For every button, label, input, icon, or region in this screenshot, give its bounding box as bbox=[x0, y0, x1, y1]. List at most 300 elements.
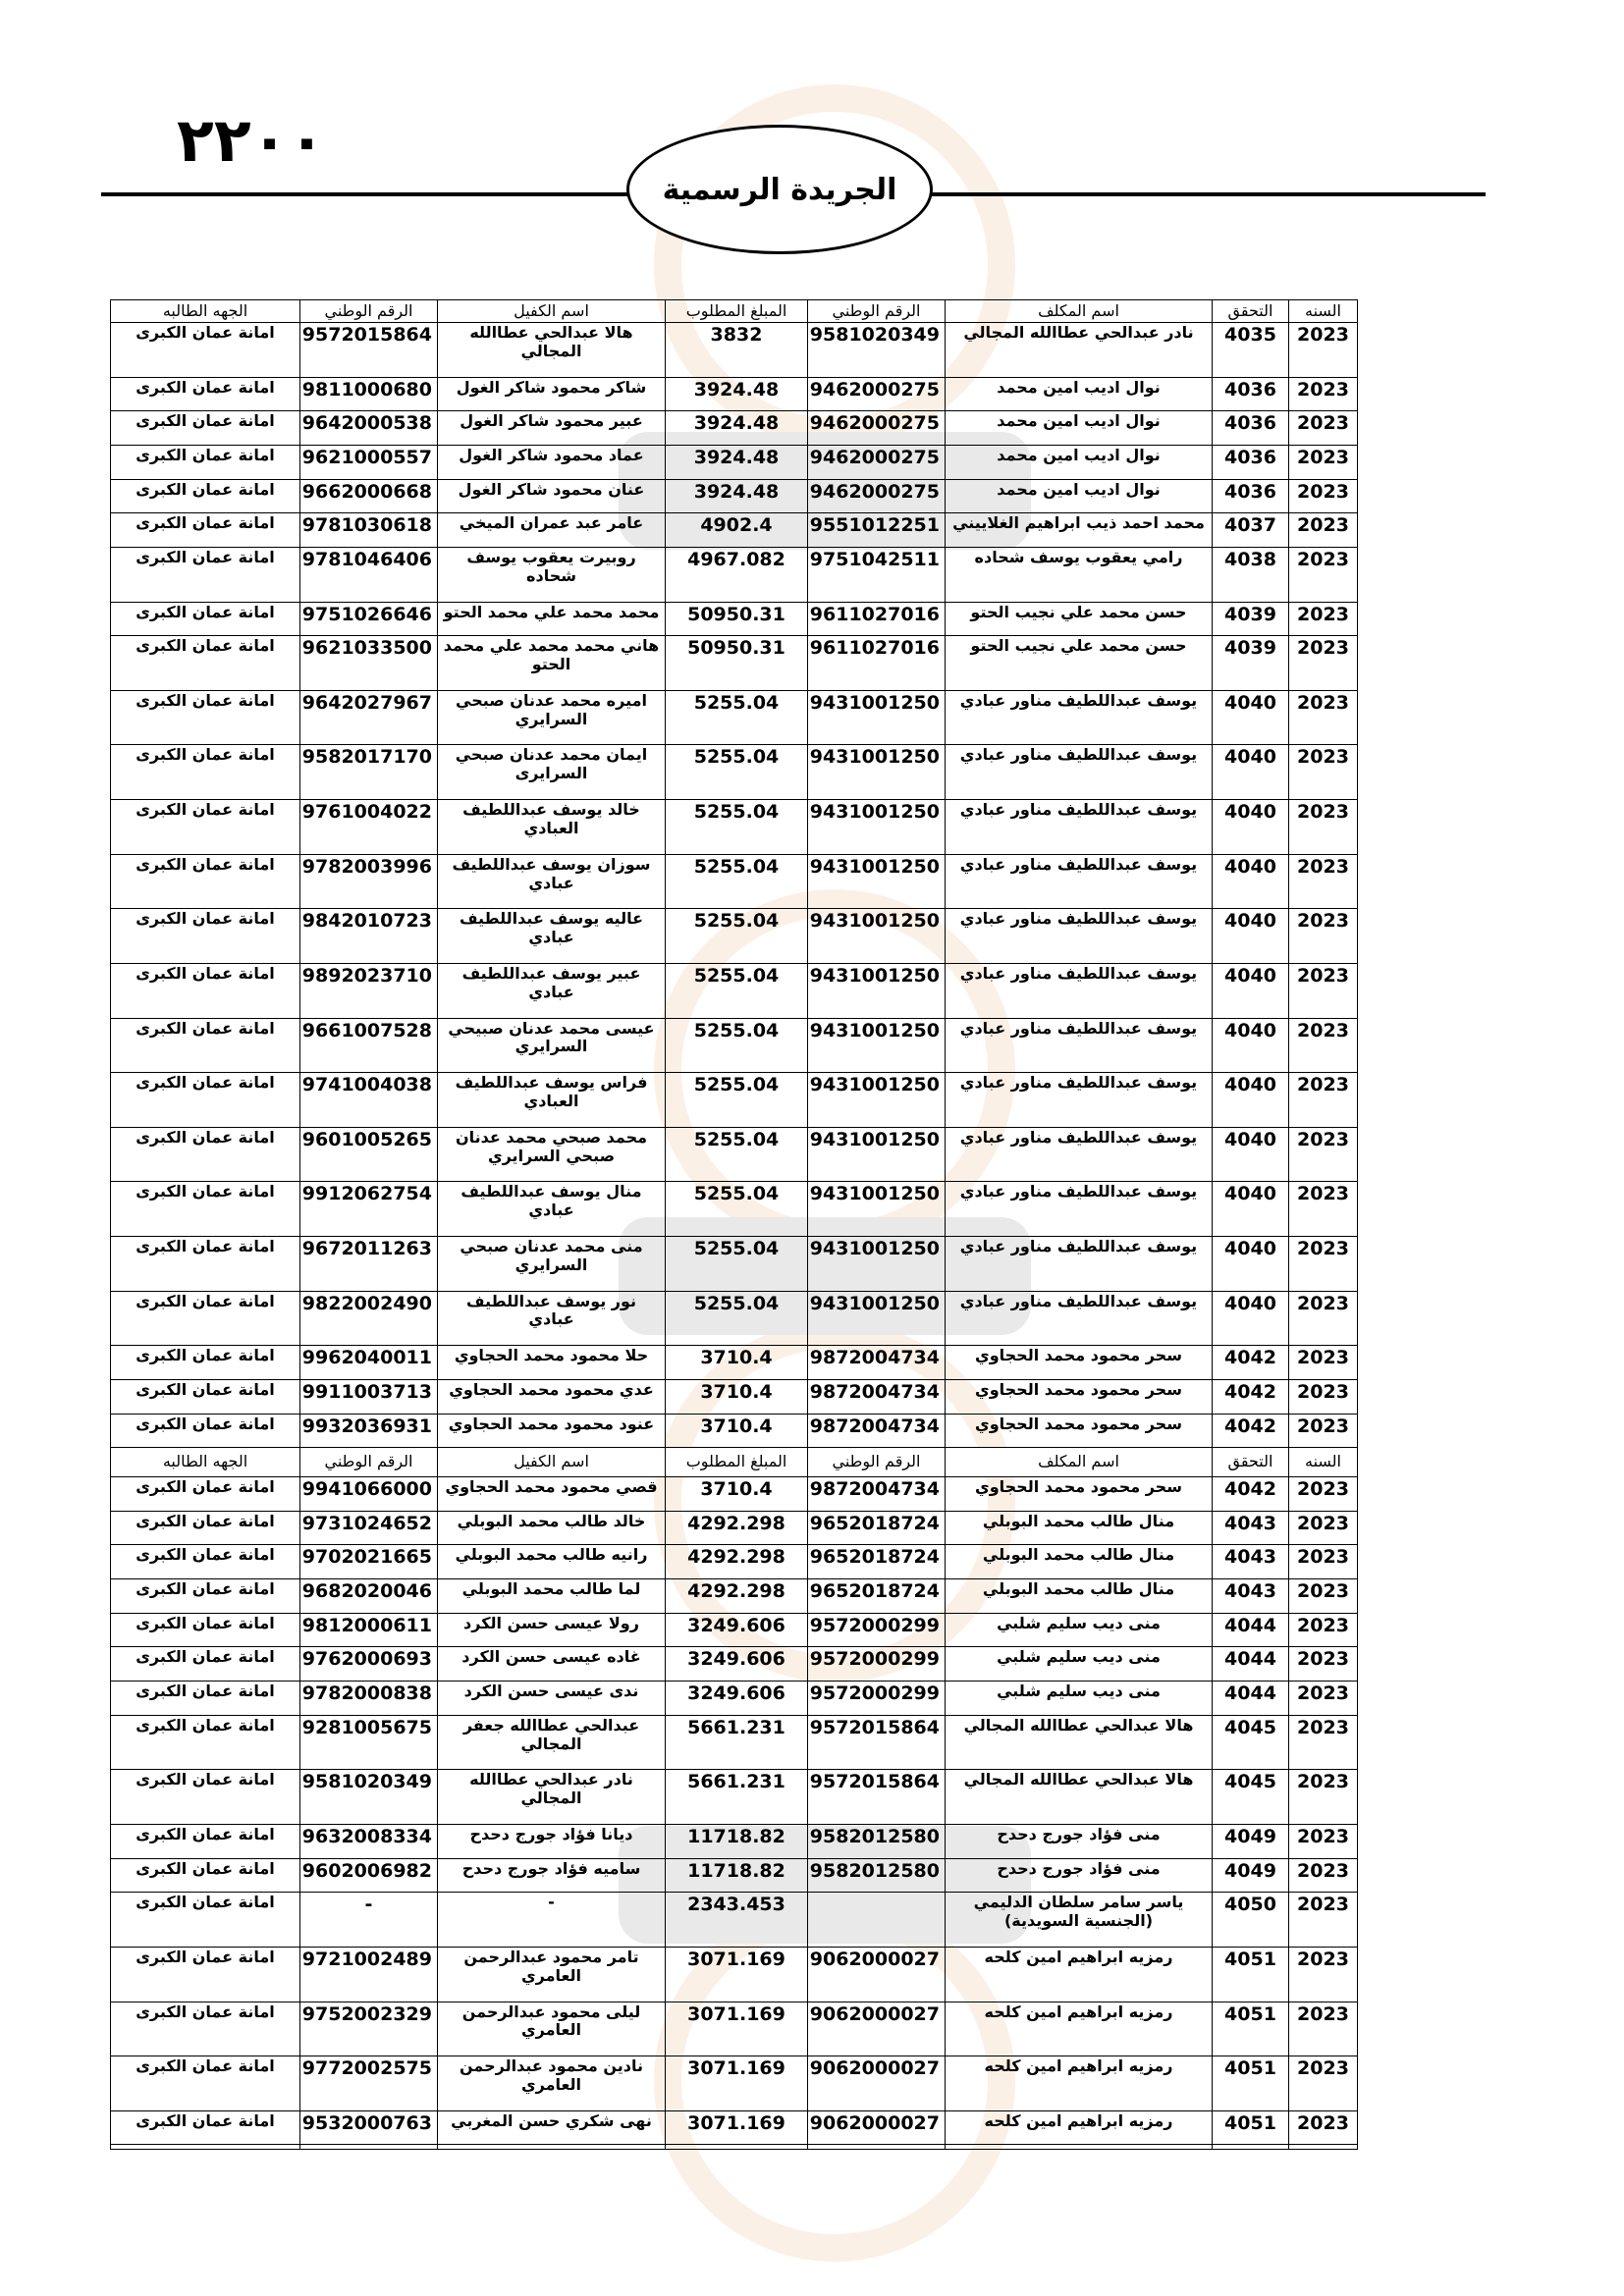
repeat-header-cell: الجهه الطالبه bbox=[111, 1448, 300, 1477]
cell-guarantor-name: فراس يوسف عبداللطيف العبادي bbox=[438, 1073, 666, 1128]
cell-debtor-id: 9462000275 bbox=[808, 445, 946, 479]
cell-debtor-id: 9582012580 bbox=[808, 1858, 946, 1893]
table-row bbox=[111, 1545, 1358, 1579]
cell-guarantor-name: نهى شكري حسن المغربي bbox=[438, 2110, 666, 2145]
cell-authority: امانة عمان الكبرى bbox=[111, 854, 300, 909]
cell-guarantor-name: محمد محمد علي محمد الحتو bbox=[438, 602, 666, 636]
cell-year: 2023 bbox=[1289, 602, 1358, 636]
cell-debtor-name: رمزيه ابراهيم امين كلحه bbox=[946, 2056, 1213, 2111]
cell-amount: 5255.04 bbox=[666, 1236, 808, 1291]
cell-year: 2023 bbox=[1289, 1682, 1358, 1716]
cell-guarantor-name: ايمان محمد عدنان صبحي السرايرى bbox=[438, 745, 666, 800]
cell-guarantor-name: رولا عيسى حسن الكرد bbox=[438, 1613, 666, 1647]
cell-claim: 4039 bbox=[1213, 602, 1289, 636]
cell-authority: امانة عمان الكبرى bbox=[111, 602, 300, 636]
cell-debtor-id: 9581020349 bbox=[808, 323, 946, 378]
cell-debtor-name: منى ديب سليم شلبي bbox=[946, 1647, 1213, 1682]
cell-guarantor-name: نادر عبدالحي عطاالله المجالي bbox=[438, 1770, 666, 1825]
cell-debtor-id: 9462000275 bbox=[808, 377, 946, 411]
table-row bbox=[111, 479, 1358, 513]
cell-year: 2023 bbox=[1289, 1893, 1358, 1948]
col-debtor-id: الرقم الوطني bbox=[808, 300, 946, 323]
cell-guarantor-name: غاده عيسى حسن الكرد bbox=[438, 1647, 666, 1682]
cell-year: 2023 bbox=[1289, 854, 1358, 909]
cell-guarantor-id: 9811000680 bbox=[300, 377, 438, 411]
cell-year: 2023 bbox=[1289, 513, 1358, 548]
cell-claim: 4040 bbox=[1213, 1236, 1289, 1291]
table-row bbox=[111, 323, 1358, 378]
col-claim: التحقق bbox=[1213, 300, 1289, 323]
table-filler-row bbox=[111, 2145, 1358, 2150]
cell-year: 2023 bbox=[1289, 690, 1358, 745]
cell-claim: 4038 bbox=[1213, 547, 1289, 602]
cell-amount: 50950.31 bbox=[666, 636, 808, 691]
cell-authority: امانة عمان الكبرى bbox=[111, 1379, 300, 1414]
cell-debtor-name: يوسف عبداللطيف مناور عبادي bbox=[946, 690, 1213, 745]
cell-claim: 4043 bbox=[1213, 1545, 1289, 1579]
cell-guarantor-name: عبير يوسف عبداللطيف عبادي bbox=[438, 963, 666, 1018]
cell-claim: 4050 bbox=[1213, 1893, 1289, 1948]
cell-debtor-name: يوسف عبداللطيف مناور عبادي bbox=[946, 1182, 1213, 1237]
table-row bbox=[111, 1236, 1358, 1291]
cell-year: 2023 bbox=[1289, 1613, 1358, 1647]
debt-table bbox=[110, 299, 1358, 2150]
cell-year: 2023 bbox=[1289, 2056, 1358, 2111]
table-row bbox=[111, 1613, 1358, 1647]
cell-guarantor-name: عيسى محمد عدنان صبيحي السرايري bbox=[438, 1018, 666, 1073]
cell-guarantor-name: عنود محمود محمد الحجاوي bbox=[438, 1414, 666, 1448]
repeat-header-cell: الرقم الوطني bbox=[300, 1448, 438, 1477]
cell-guarantor-id: 9621000557 bbox=[300, 445, 438, 479]
table-row bbox=[111, 1073, 1358, 1128]
cell-guarantor-id: 9581020349 bbox=[300, 1770, 438, 1825]
cell-guarantor-name: عبدالحي عطاالله جعفر المجالي bbox=[438, 1715, 666, 1770]
cell-guarantor-id: 9752002329 bbox=[300, 2002, 438, 2056]
cell-authority: امانة عمان الكبرى bbox=[111, 513, 300, 548]
table-row bbox=[111, 1947, 1358, 2002]
table-body bbox=[111, 323, 1358, 2150]
cell-debtor-id: 9431001250 bbox=[808, 690, 946, 745]
cell-guarantor-id: 9741004038 bbox=[300, 1073, 438, 1128]
cell-year: 2023 bbox=[1289, 2110, 1358, 2145]
table-row bbox=[111, 2110, 1358, 2145]
cell-amount: 5661.231 bbox=[666, 1770, 808, 1825]
table-row bbox=[111, 1682, 1358, 1716]
cell-debtor-id: 9572000299 bbox=[808, 1647, 946, 1682]
cell-debtor-name: منى ديب سليم شلبي bbox=[946, 1682, 1213, 1716]
cell-authority: امانة عمان الكبرى bbox=[111, 2002, 300, 2056]
cell-guarantor-id: 9602006982 bbox=[300, 1858, 438, 1893]
cell-year: 2023 bbox=[1289, 963, 1358, 1018]
cell-debtor-name: منال طالب محمد البوبلي bbox=[946, 1511, 1213, 1545]
filler-cell bbox=[1213, 2145, 1289, 2150]
table-row bbox=[111, 1511, 1358, 1545]
cell-year: 2023 bbox=[1289, 636, 1358, 691]
cell-claim: 4051 bbox=[1213, 2002, 1289, 2056]
cell-guarantor-id: 9662000668 bbox=[300, 479, 438, 513]
cell-year: 2023 bbox=[1289, 1947, 1358, 2002]
cell-authority: امانة عمان الكبرى bbox=[111, 745, 300, 800]
cell-debtor-id: 9872004734 bbox=[808, 1346, 946, 1380]
cell-guarantor-id: 9682020046 bbox=[300, 1579, 438, 1614]
cell-amount: 11718.82 bbox=[666, 1858, 808, 1893]
cell-authority: امانة عمان الكبرى bbox=[111, 1715, 300, 1770]
table-row bbox=[111, 1291, 1358, 1346]
cell-claim: 4042 bbox=[1213, 1379, 1289, 1414]
masthead-title: الجريدة الرسمية bbox=[662, 172, 897, 207]
cell-guarantor-id: 9601005265 bbox=[300, 1127, 438, 1182]
cell-authority: امانة عمان الكبرى bbox=[111, 1770, 300, 1825]
cell-debtor-name: سحر محمود محمد الحجاوي bbox=[946, 1414, 1213, 1448]
cell-debtor-name: نادر عبدالحي عطاالله المجالي bbox=[946, 323, 1213, 378]
cell-debtor-name: يوسف عبداللطيف مناور عبادي bbox=[946, 963, 1213, 1018]
cell-guarantor-name: عامر عبد عمران الميخي bbox=[438, 513, 666, 548]
cell-debtor-name: ياسر سامر سلطان الدليمي (الجنسية السويدية) bbox=[946, 1893, 1213, 1948]
cell-guarantor-name: ساميه فؤاد جورج دحدح bbox=[438, 1858, 666, 1893]
table-row bbox=[111, 1824, 1358, 1858]
cell-debtor-id: 9062000027 bbox=[808, 1947, 946, 2002]
cell-guarantor-id: 9672011263 bbox=[300, 1236, 438, 1291]
cell-authority: امانة عمان الكبرى bbox=[111, 1579, 300, 1614]
cell-debtor-id: 9872004734 bbox=[808, 1414, 946, 1448]
cell-debtor-name: رمزيه ابراهيم امين كلحه bbox=[946, 2110, 1213, 2145]
cell-debtor-id: 9611027016 bbox=[808, 602, 946, 636]
cell-guarantor-name: عبير محمود شاكر الغول bbox=[438, 411, 666, 446]
cell-guarantor-id: 9772002575 bbox=[300, 2056, 438, 2111]
cell-guarantor-id: 9912062754 bbox=[300, 1182, 438, 1237]
cell-debtor-name: منال طالب محمد البوبلي bbox=[946, 1545, 1213, 1579]
cell-guarantor-name: هاني محمد محمد علي محمد الحتو bbox=[438, 636, 666, 691]
cell-guarantor-name: محمد صبحي محمد عدنان صبحي السرايري bbox=[438, 1127, 666, 1182]
cell-debtor-name: يوسف عبداللطيف مناور عبادي bbox=[946, 1127, 1213, 1182]
repeat-header-cell: السنه bbox=[1289, 1448, 1358, 1477]
cell-guarantor-name: حلا محمود محمد الحجاوي bbox=[438, 1346, 666, 1380]
cell-authority: امانة عمان الكبرى bbox=[111, 1414, 300, 1448]
cell-authority: امانة عمان الكبرى bbox=[111, 1947, 300, 2002]
cell-debtor-name: محمد احمد ذيب ابراهيم الغلاييني bbox=[946, 513, 1213, 548]
table-header-row bbox=[111, 300, 1358, 323]
cell-amount: 11718.82 bbox=[666, 1824, 808, 1858]
filler-cell bbox=[1289, 2145, 1358, 2150]
filler-cell bbox=[438, 2145, 666, 2150]
cell-year: 2023 bbox=[1289, 1477, 1358, 1512]
repeat-header-cell: الرقم الوطني bbox=[808, 1448, 946, 1477]
table-row bbox=[111, 854, 1358, 909]
cell-debtor-name: منال طالب محمد البوبلي bbox=[946, 1579, 1213, 1614]
cell-authority: امانة عمان الكبرى bbox=[111, 1346, 300, 1380]
cell-debtor-id: 9652018724 bbox=[808, 1511, 946, 1545]
cell-amount: 5255.04 bbox=[666, 745, 808, 800]
table-row bbox=[111, 1018, 1358, 1073]
cell-debtor-id: 9462000275 bbox=[808, 411, 946, 446]
cell-debtor-name: سحر محمود محمد الحجاوي bbox=[946, 1346, 1213, 1380]
cell-claim: 4043 bbox=[1213, 1579, 1289, 1614]
cell-guarantor-id: 9632008334 bbox=[300, 1824, 438, 1858]
cell-claim: 4036 bbox=[1213, 377, 1289, 411]
cell-authority: امانة عمان الكبرى bbox=[111, 1477, 300, 1512]
cell-guarantor-name: عنان محمود شاكر الغول bbox=[438, 479, 666, 513]
cell-debtor-name: نوال اديب امين محمد bbox=[946, 377, 1213, 411]
cell-guarantor-id: 9812000611 bbox=[300, 1613, 438, 1647]
cell-year: 2023 bbox=[1289, 411, 1358, 446]
cell-debtor-id: 9572000299 bbox=[808, 1682, 946, 1716]
cell-claim: 4040 bbox=[1213, 1073, 1289, 1128]
filler-cell bbox=[666, 2145, 808, 2150]
cell-authority: امانة عمان الكبرى bbox=[111, 1545, 300, 1579]
cell-amount: 5255.04 bbox=[666, 800, 808, 855]
cell-claim: 4042 bbox=[1213, 1414, 1289, 1448]
cell-debtor-name: هالا عبدالحي عطاالله المجالي bbox=[946, 1770, 1213, 1825]
cell-amount: 3071.169 bbox=[666, 2110, 808, 2145]
cell-claim: 4045 bbox=[1213, 1770, 1289, 1825]
cell-year: 2023 bbox=[1289, 800, 1358, 855]
cell-authority: امانة عمان الكبرى bbox=[111, 323, 300, 378]
cell-claim: 4035 bbox=[1213, 323, 1289, 378]
cell-guarantor-name: ديانا فؤاد جورج دحدح bbox=[438, 1824, 666, 1858]
filler-cell bbox=[111, 2145, 300, 2150]
cell-year: 2023 bbox=[1289, 479, 1358, 513]
cell-amount: 3249.606 bbox=[666, 1647, 808, 1682]
table-row bbox=[111, 909, 1358, 964]
cell-amount: 5255.04 bbox=[666, 854, 808, 909]
cell-debtor-name: منى فؤاد جورج دحدح bbox=[946, 1858, 1213, 1893]
cell-authority: امانة عمان الكبرى bbox=[111, 1613, 300, 1647]
cell-debtor-id: 9431001250 bbox=[808, 854, 946, 909]
cell-year: 2023 bbox=[1289, 2002, 1358, 2056]
cell-authority: امانة عمان الكبرى bbox=[111, 963, 300, 1018]
cell-claim: 4037 bbox=[1213, 513, 1289, 548]
table-row bbox=[111, 800, 1358, 855]
cell-claim: 4049 bbox=[1213, 1824, 1289, 1858]
cell-claim: 4040 bbox=[1213, 1182, 1289, 1237]
cell-amount: 3710.4 bbox=[666, 1477, 808, 1512]
cell-claim: 4040 bbox=[1213, 800, 1289, 855]
cell-amount: 4902.4 bbox=[666, 513, 808, 548]
cell-guarantor-id: 9781030618 bbox=[300, 513, 438, 548]
cell-claim: 4040 bbox=[1213, 1018, 1289, 1073]
table-row bbox=[111, 547, 1358, 602]
cell-authority: امانة عمان الكبرى bbox=[111, 1824, 300, 1858]
cell-year: 2023 bbox=[1289, 1770, 1358, 1825]
col-debtor-name: اسم المكلف bbox=[946, 300, 1213, 323]
cell-claim: 4040 bbox=[1213, 909, 1289, 964]
cell-claim: 4044 bbox=[1213, 1647, 1289, 1682]
table-row bbox=[111, 513, 1358, 548]
cell-debtor-id: 9431001250 bbox=[808, 1182, 946, 1237]
table-row bbox=[111, 445, 1358, 479]
cell-amount: 3924.48 bbox=[666, 411, 808, 446]
table-row bbox=[111, 1379, 1358, 1414]
cell-year: 2023 bbox=[1289, 547, 1358, 602]
cell-debtor-name: يوسف عبداللطيف مناور عبادي bbox=[946, 1291, 1213, 1346]
cell-authority: امانة عمان الكبرى bbox=[111, 1127, 300, 1182]
cell-claim: 4042 bbox=[1213, 1346, 1289, 1380]
cell-guarantor-id: 9762000693 bbox=[300, 1647, 438, 1682]
cell-year: 2023 bbox=[1289, 1715, 1358, 1770]
cell-debtor-name: يوسف عبداللطيف مناور عبادي bbox=[946, 1018, 1213, 1073]
cell-claim: 4051 bbox=[1213, 2056, 1289, 2111]
cell-guarantor-name: ليلى محمود عبدالرحمن العامري bbox=[438, 2002, 666, 2056]
cell-year: 2023 bbox=[1289, 1127, 1358, 1182]
cell-debtor-name: يوسف عبداللطيف مناور عبادي bbox=[946, 1073, 1213, 1128]
cell-guarantor-name: عدي محمود محمد الحجاوي bbox=[438, 1379, 666, 1414]
repeat-header-cell: المبلغ المطلوب bbox=[666, 1448, 808, 1477]
cell-claim: 4040 bbox=[1213, 1127, 1289, 1182]
cell-debtor-name: منى فؤاد جورج دحدح bbox=[946, 1824, 1213, 1858]
table-row bbox=[111, 2056, 1358, 2111]
table-row bbox=[111, 1182, 1358, 1237]
cell-debtor-id: 9652018724 bbox=[808, 1579, 946, 1614]
cell-authority: امانة عمان الكبرى bbox=[111, 1511, 300, 1545]
table-row bbox=[111, 745, 1358, 800]
cell-authority: امانة عمان الكبرى bbox=[111, 909, 300, 964]
cell-debtor-name: نوال اديب امين محمد bbox=[946, 411, 1213, 446]
cell-debtor-name: رمزيه ابراهيم امين كلحه bbox=[946, 1947, 1213, 2002]
cell-debtor-id: 9582012580 bbox=[808, 1824, 946, 1858]
table-row bbox=[111, 963, 1358, 1018]
repeat-header-cell: اسم الكفيل bbox=[438, 1448, 666, 1477]
cell-authority: امانة عمان الكبرى bbox=[111, 800, 300, 855]
cell-guarantor-name: - bbox=[438, 1893, 666, 1948]
cell-year: 2023 bbox=[1289, 1858, 1358, 1893]
cell-year: 2023 bbox=[1289, 1291, 1358, 1346]
cell-year: 2023 bbox=[1289, 1073, 1358, 1128]
cell-debtor-id: 9462000275 bbox=[808, 479, 946, 513]
table-row bbox=[111, 602, 1358, 636]
cell-amount: 3071.169 bbox=[666, 1947, 808, 2002]
cell-claim: 4040 bbox=[1213, 963, 1289, 1018]
table-row bbox=[111, 411, 1358, 446]
cell-guarantor-name: قصي محمود محمد الحجاوي bbox=[438, 1477, 666, 1512]
cell-guarantor-id: 9822002490 bbox=[300, 1291, 438, 1346]
cell-debtor-id bbox=[808, 1893, 946, 1948]
cell-year: 2023 bbox=[1289, 1018, 1358, 1073]
cell-authority: امانة عمان الكبرى bbox=[111, 445, 300, 479]
filler-cell bbox=[946, 2145, 1213, 2150]
cell-authority: امانة عمان الكبرى bbox=[111, 479, 300, 513]
cell-guarantor-id: 9911003713 bbox=[300, 1379, 438, 1414]
cell-debtor-id: 9652018724 bbox=[808, 1545, 946, 1579]
cell-guarantor-id: 9731024652 bbox=[300, 1511, 438, 1545]
cell-debtor-name: سحر محمود محمد الحجاوي bbox=[946, 1477, 1213, 1512]
cell-guarantor-name: شاكر محمود شاكر الغول bbox=[438, 377, 666, 411]
cell-debtor-id: 9431001250 bbox=[808, 1018, 946, 1073]
debt-table-wrapper bbox=[110, 299, 1357, 2150]
cell-year: 2023 bbox=[1289, 323, 1358, 378]
filler-cell bbox=[300, 2145, 438, 2150]
cell-amount: 5255.04 bbox=[666, 1291, 808, 1346]
cell-claim: 4044 bbox=[1213, 1682, 1289, 1716]
header-rule-right bbox=[928, 192, 1486, 196]
cell-debtor-id: 9431001250 bbox=[808, 909, 946, 964]
col-authority: الجهه الطالبه bbox=[111, 300, 300, 323]
cell-amount: 3710.4 bbox=[666, 1379, 808, 1414]
cell-debtor-name: حسن محمد علي نجيب الحتو bbox=[946, 636, 1213, 691]
cell-debtor-id: 9751042511 bbox=[808, 547, 946, 602]
cell-guarantor-name: عاليه يوسف عبداللطيف عبادي bbox=[438, 909, 666, 964]
col-amount: المبلغ المطلوب bbox=[666, 300, 808, 323]
cell-amount: 4292.298 bbox=[666, 1545, 808, 1579]
cell-amount: 3710.4 bbox=[666, 1414, 808, 1448]
cell-debtor-name: منى ديب سليم شلبي bbox=[946, 1613, 1213, 1647]
cell-debtor-name: يوسف عبداللطيف مناور عبادي bbox=[946, 854, 1213, 909]
cell-guarantor-id: 9621033500 bbox=[300, 636, 438, 691]
cell-debtor-id: 9062000027 bbox=[808, 2002, 946, 2056]
cell-claim: 4051 bbox=[1213, 2110, 1289, 2145]
cell-guarantor-name: ندى عيسى حسن الكرد bbox=[438, 1682, 666, 1716]
table-row bbox=[111, 690, 1358, 745]
cell-amount: 3249.606 bbox=[666, 1613, 808, 1647]
table-row bbox=[111, 377, 1358, 411]
cell-guarantor-id: - bbox=[300, 1893, 438, 1948]
cell-debtor-name: سحر محمود محمد الحجاوي bbox=[946, 1379, 1213, 1414]
cell-amount: 50950.31 bbox=[666, 602, 808, 636]
filler-cell bbox=[808, 2145, 946, 2150]
table-row bbox=[111, 1858, 1358, 1893]
cell-authority: امانة عمان الكبرى bbox=[111, 1893, 300, 1948]
page-number: ٢٢٠٠ bbox=[177, 104, 326, 176]
cell-guarantor-id: 9781046406 bbox=[300, 547, 438, 602]
cell-guarantor-name: لما طالب محمد البوبلي bbox=[438, 1579, 666, 1614]
cell-debtor-id: 9431001250 bbox=[808, 1291, 946, 1346]
cell-year: 2023 bbox=[1289, 909, 1358, 964]
cell-debtor-name: هالا عبدالحي عطاالله المجالي bbox=[946, 1715, 1213, 1770]
cell-authority: امانة عمان الكبرى bbox=[111, 411, 300, 446]
cell-authority: امانة عمان الكبرى bbox=[111, 377, 300, 411]
cell-claim: 4036 bbox=[1213, 445, 1289, 479]
cell-claim: 4042 bbox=[1213, 1477, 1289, 1512]
cell-amount: 3832 bbox=[666, 323, 808, 378]
cell-debtor-id: 9611027016 bbox=[808, 636, 946, 691]
cell-guarantor-id: 9761004022 bbox=[300, 800, 438, 855]
table-row bbox=[111, 1715, 1358, 1770]
cell-debtor-id: 9431001250 bbox=[808, 1127, 946, 1182]
cell-year: 2023 bbox=[1289, 1579, 1358, 1614]
cell-year: 2023 bbox=[1289, 1182, 1358, 1237]
table-row bbox=[111, 1770, 1358, 1825]
cell-claim: 4045 bbox=[1213, 1715, 1289, 1770]
cell-debtor-name: يوسف عبداللطيف مناور عبادي bbox=[946, 909, 1213, 964]
cell-debtor-id: 9572000299 bbox=[808, 1613, 946, 1647]
cell-guarantor-id: 9702021665 bbox=[300, 1545, 438, 1579]
cell-debtor-name: يوسف عبداللطيف مناور عبادي bbox=[946, 1236, 1213, 1291]
cell-claim: 4040 bbox=[1213, 854, 1289, 909]
cell-guarantor-id: 9782000838 bbox=[300, 1682, 438, 1716]
cell-debtor-id: 9551012251 bbox=[808, 513, 946, 548]
cell-guarantor-name: نادين محمود عبدالرحمن العامري bbox=[438, 2056, 666, 2111]
cell-amount: 2343.453 bbox=[666, 1893, 808, 1948]
cell-debtor-id: 9431001250 bbox=[808, 1236, 946, 1291]
cell-guarantor-name: روبيرت يعقوب يوسف شحاده bbox=[438, 547, 666, 602]
cell-amount: 3710.4 bbox=[666, 1346, 808, 1380]
cell-year: 2023 bbox=[1289, 1647, 1358, 1682]
cell-amount: 5661.231 bbox=[666, 1715, 808, 1770]
cell-debtor-id: 9431001250 bbox=[808, 1073, 946, 1128]
cell-debtor-name: نوال اديب امين محمد bbox=[946, 479, 1213, 513]
cell-guarantor-name: عماد محمود شاكر الغول bbox=[438, 445, 666, 479]
header-rule-left bbox=[101, 192, 631, 196]
table-row bbox=[111, 1346, 1358, 1380]
cell-authority: امانة عمان الكبرى bbox=[111, 1018, 300, 1073]
cell-debtor-id: 9872004734 bbox=[808, 1477, 946, 1512]
repeat-header-cell: التحقق bbox=[1213, 1448, 1289, 1477]
cell-guarantor-id: 9962040011 bbox=[300, 1346, 438, 1380]
cell-debtor-id: 9572015864 bbox=[808, 1715, 946, 1770]
cell-debtor-id: 9872004734 bbox=[808, 1379, 946, 1414]
cell-amount: 3924.48 bbox=[666, 445, 808, 479]
cell-amount: 4967.082 bbox=[666, 547, 808, 602]
cell-year: 2023 bbox=[1289, 1511, 1358, 1545]
